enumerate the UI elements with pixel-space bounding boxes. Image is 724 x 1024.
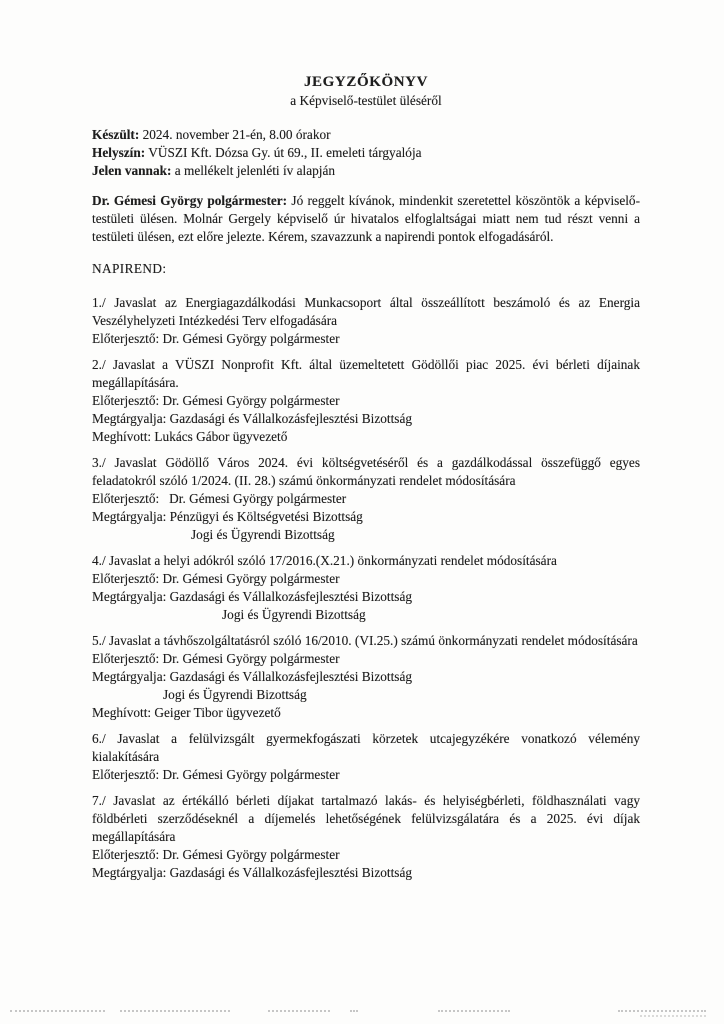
agenda-item-detail: Jogi és Ügyrendi Bizottság <box>163 687 307 702</box>
agenda-item-detail: Előterjesztő: Dr. Gémesi György polgármester <box>92 393 340 408</box>
agenda-item-detail: Előterjesztő: Dr. Gémesi György polgármester <box>92 571 340 586</box>
agenda-item-detail: Jogi és Ügyrendi Bizottság <box>191 527 335 542</box>
opening-paragraph <box>92 192 640 246</box>
meta-block <box>92 126 640 180</box>
meta-label: Jelen vannak: <box>92 163 172 178</box>
scan-noise <box>0 1010 724 1018</box>
agenda-item-title: 1./ Javaslat az Energiagazdálkodási Munkacsoport által összeállított beszámoló és az Energia Veszélyhelyzeti Intézkedési Terv elfogadására <box>92 295 640 328</box>
document-subtitle: a Képviselő-testület üléséről <box>290 93 442 108</box>
agenda-item-detail: Előterjesztő: Dr. Gémesi György polgármester <box>92 651 340 666</box>
meta-value: VÜSZI Kft. Dózsa Gy. út 69., II. emeleti tárgyalója <box>148 145 422 160</box>
agenda-item-6 <box>92 730 640 784</box>
scan-noise-segment <box>438 1010 510 1012</box>
scan-noise-segment <box>640 1015 706 1017</box>
scan-noise-segment <box>10 1010 105 1012</box>
scan-noise-segment <box>268 1010 330 1012</box>
meta-value: a mellékelt jelenléti ív alapján <box>174 163 335 178</box>
document-content <box>92 72 640 890</box>
meta-line-keszult <box>92 126 640 144</box>
agenda-item-title: 7./ Javaslat az értékálló bérleti díjakat tartalmazó lakás- és helyiségbérleti, földhasználati vagy földbérleti szerződéseknél a díjemelés lehetőségének felülvizsgálatára és a 2025. évi díjak megállapítására <box>92 793 640 844</box>
meta-label: Helyszín: <box>92 145 146 160</box>
agenda-item-title: 3./ Javaslat Gödöllő Város 2024. évi költségvetéséről és a gazdálkodással összefüggő egyes feladatokról szóló 1/2024. (II. 28.) számú önkormányzati rendelet módosítására <box>92 455 640 488</box>
agenda-item-7 <box>92 792 640 882</box>
agenda-item-detail: Meghívott: Lukács Gábor ügyvezető <box>92 429 288 444</box>
agenda-list <box>92 294 640 882</box>
agenda-item-title: 5./ Javaslat a távhőszolgáltatásról szóló 16/2010. (VI.25.) számú önkormányzati rendelet módosítására <box>92 633 638 648</box>
scan-noise-segment <box>350 1010 358 1012</box>
agenda-item-detail: Megtárgyalja: Gazdasági és Vállalkozásfejlesztési Bizottság <box>92 865 413 880</box>
agenda-item-5 <box>92 632 640 722</box>
agenda-item-4 <box>92 552 640 624</box>
meta-label: Készült: <box>92 127 140 142</box>
agenda-item-detail: Előterjesztő: Dr. Gémesi György polgármester <box>92 847 340 862</box>
agenda-item-detail: Megtárgyalja: Pénzügyi és Költségvetési Bizottság <box>92 509 363 524</box>
agenda-item-detail: Megtárgyalja: Gazdasági és Vállalkozásfejlesztési Bizottság <box>92 669 413 684</box>
document-title: JEGYZŐKÖNYV <box>303 74 429 90</box>
agenda-item-detail: Előterjesztő: Dr. Gémesi György polgármester <box>92 767 340 782</box>
agenda-item-detail: Előterjesztő: Dr. Gémesi György polgármester <box>92 331 340 346</box>
agenda-item-detail: Előterjesztő: Dr. Gémesi György polgármester <box>92 491 347 506</box>
agenda-item-detail: Jogi és Ügyrendi Bizottság <box>222 607 366 622</box>
scan-noise-segment <box>618 1010 706 1012</box>
agenda-item-3 <box>92 454 640 544</box>
scan-noise-segment <box>120 1010 230 1012</box>
agenda-item-2 <box>92 356 640 446</box>
agenda-item-title: 2./ Javaslat a VÜSZI Nonprofit Kft. által üzemeltetett Gödöllői piac 2025. évi bérleti díjainak megállapítására. <box>92 357 640 390</box>
agenda-item-1 <box>92 294 640 348</box>
opening-text: Jó reggelt kívánok, mindenkit szeretettel köszöntök a képviselő-testületi ülésen. Molnár Gergely képviselő úr hivatalos elfoglaltságai miatt nem tud részt venni a testületi ülésen, ezt előre jelezte. Kérem, szavazzunk a napirendi pontok elfogadásáról. <box>92 193 641 244</box>
agenda-item-title: 4./ Javaslat a helyi adókról szóló 17/2016.(X.21.) önkormányzati rendelet módosítására <box>92 553 557 568</box>
agenda-item-detail: Megtárgyalja: Gazdasági és Vállalkozásfejlesztési Bizottság <box>92 589 413 604</box>
agenda-heading: NAPIREND: <box>92 261 167 276</box>
meta-value: 2024. november 21-én, 8.00 órakor <box>142 127 331 142</box>
speaker-name: Dr. Gémesi György polgármester: <box>92 193 288 208</box>
meta-line-jelen-vannak <box>92 162 640 180</box>
agenda-item-detail: Megtárgyalja: Gazdasági és Vállalkozásfejlesztési Bizottság <box>92 411 413 426</box>
agenda-item-detail: Meghívott: Geiger Tibor ügyvezető <box>92 705 281 720</box>
agenda-item-title: 6./ Javaslat a felülvizsgált gyermekfogászati körzetek utcajegyzékére vonatkozó vélemény kialakítására <box>92 731 640 764</box>
meta-line-helyszin <box>92 144 640 162</box>
